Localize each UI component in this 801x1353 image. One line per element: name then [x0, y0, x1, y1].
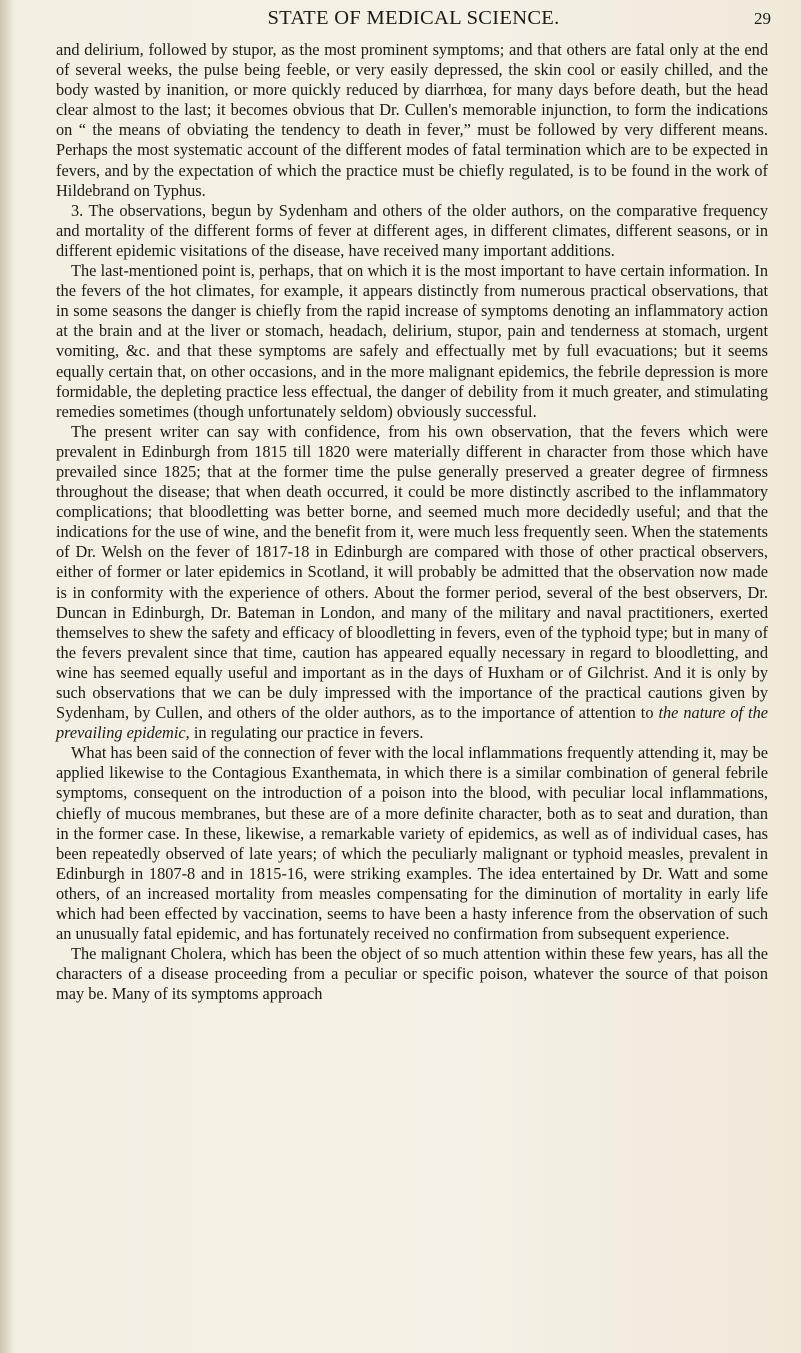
running-title: STATE OF MEDICAL SCIENCE.	[267, 7, 560, 29]
paragraph-section-3: 3. The observations, begun by Sydenham and others of the older authors, on the comparative frequency and mortality of the different forms of fever at different ages, in different climates, different seasons, or in different epidemic visitations of the disease, have received many important additions.	[56, 200, 768, 260]
paragraph-edinburgh-fevers: The present writer can say with confidence, from his own observation, that the fevers which were prevalent in Edinburgh from 1815 till 1820 were materially different in character from those which have prevailed since 1825; that at the former time the pulse generally preserved a greater degree of firmness throughout the disease; that when death occurred, it could be more distinctly ascribed to the inflammatory complications; that bloodletting was better borne, and seemed much more decidedly useful; and that the indications for the use of wine, and the benefit from it, were much less frequently seen. When the statements of Dr. Welsh on the fever of 1817-18 in Edinburgh are compared with those of other practical observers, either of former or later epidemics in Scotland, it will probably be admitted that the observation now made is in conformity with the experience of others. About the former period, several of the best observers, Dr. Duncan in Edinburgh, Dr. Bateman in London, and many of the military and naval practitioners, exerted themselves to shew the safety and efficacy of bloodletting in fevers, even of the typhoid type; but in many of the fevers prevalent since that time, caution has appeared equally necessary in regard to bloodletting, and wine has seemed equally useful and important as in the days of Huxham or of Gilchrist. And it is only by such observations that we can be duly impressed with the importance of the practical cautions given by Sydenham, by Cullen, and others of the older authors, as to the importance of attention to the nature of the prevailing epidemic, in regulating our practice in fevers.	[56, 421, 768, 743]
paragraph-continuation: and delirium, followed by stupor, as the most prominent symptoms; and that others are fatal only at the end of several weeks, the pulse being feeble, or very easily depressed, the skin cool or easily chilled, and the body wasted by inanition, or more quickly reduced by diarrhœa, for many days before death, but the head clear almost to the last; it becomes obvious that Dr. Cullen's memorable injunction, to form the indications on “ the means of obviating the tendency to death in fever,” must be followed by very different means. Perhaps the most systematic account of the different modes of fatal termination which are to be expected in fevers, and by the expectation of which the practice must be chiefly regulated, is to be found in the work of Hildebrand on Typhus.	[56, 40, 768, 200]
italic-phrase: the nature of the prevailing epidemic	[56, 703, 768, 743]
page-header	[56, 7, 771, 33]
paragraph-hot-climates: The last-mentioned point is, perhaps, that on which it is the most important to have certain information. In the fevers of the hot climates, for example, it appears distinctly from numerous practical observations, that in some seasons the danger is chiefly from the rapid increase of symptoms denoting an inflammatory action at the brain and at the liver or stomach, headach, delirium, stupor, pain and tenderness at stomach, urgent vomiting, &c. and that these symptoms are safely and effectually met by full evacuations; but it seems equally certain that, on other occasions, and in the more malignant epidemics, the febrile depression is more formidable, the depleting practice less effectual, the danger of debility from it much greater, and stimulating remedies sometimes (though unfortunately seldom) obviously successful.	[56, 261, 768, 421]
paragraph-exanthemata: What has been said of the connection of fever with the local inflammations frequently attending it, may be applied likewise to the Contagious Exanthemata, in which there is a similar combination of general febrile symptoms, consequent on the introduction of a poison into the blood, with peculiar local inflammations, chiefly of mucous membranes, but these are of a more definite character, both as to seat and duration, than in the former case. In these, likewise, a remarkable variety of epidemics, as well as of individual cases, has been repeatedly observed of late years; of which the peculiarly malignant or typhoid measles, prevalent in Edinburgh in 1807-8 and in 1815-16, were striking examples. The idea entertained by Dr. Watt and some others, of an increased mortality from measles compensating for the diminution of mortality in early life which had been effected by vaccination, seems to have been a hasty inference from the observation of such an unusually fatal epidemic, and has fortunately received no confirmation from subsequent experience.	[56, 743, 768, 944]
page-edge-shadow	[0, 0, 14, 1353]
paragraph-cholera: The malignant Cholera, which has been the object of so much attention within these few years, has all the characters of a disease proceeding from a peculiar or specific poison, whatever the source of that poison may be. Many of its symptoms approach	[56, 944, 768, 1004]
body-text	[56, 40, 768, 1005]
page-number: 29	[754, 9, 771, 28]
